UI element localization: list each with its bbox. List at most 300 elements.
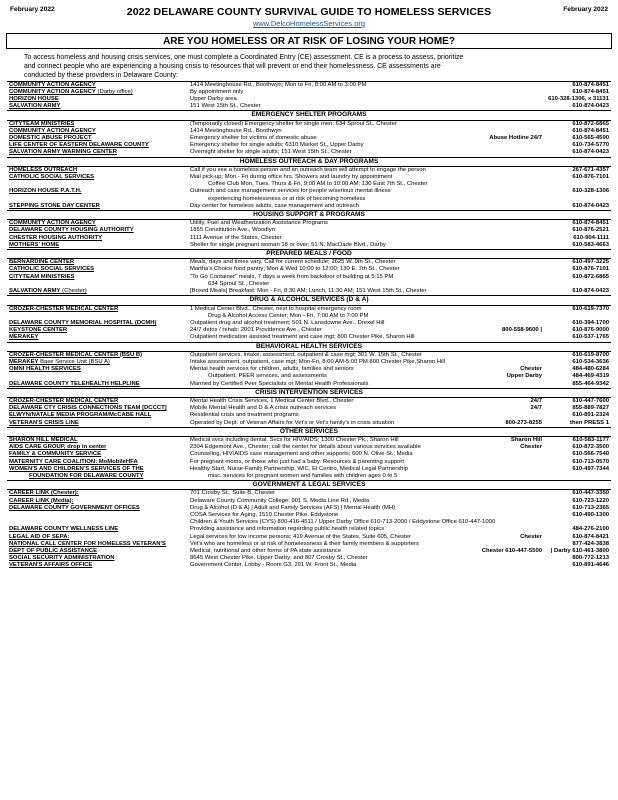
- service-description: [188, 366, 544, 373]
- description-text: Emergency shelter for victims of domestic abuse: [190, 135, 317, 142]
- description-text: 1 Medical Center Blvd., Chester, next to hospital emergency room: [190, 305, 362, 312]
- description-text: Meals, days and times vary, Call for current schedule; 2625 W. 9th St., Chester: [190, 259, 396, 266]
- table-row: [7, 519, 611, 526]
- phone-number[interactable]: [544, 473, 611, 481]
- service-description: [188, 149, 544, 157]
- table-row: [7, 412, 611, 419]
- description-text: Delaware County Community College; 901 S. Media Line Rd., Media: [190, 497, 370, 504]
- description-wrap: [190, 142, 542, 149]
- provider-name: [7, 305, 188, 313]
- phone-number[interactable]: 610-876-7101: [572, 266, 609, 273]
- description-wrap: [190, 451, 542, 458]
- provider-name-text: LIFE CENTER OF EASTERN DELAWARE COUNTY: [9, 142, 149, 149]
- service-description: [188, 334, 544, 342]
- service-description: [188, 541, 544, 548]
- description-text: Upper Darby area: [190, 96, 237, 103]
- description-wrap: [190, 220, 542, 227]
- service-description: [188, 534, 544, 541]
- table-row: [7, 444, 611, 451]
- description-text: By appointment only: [190, 88, 244, 95]
- description-text: Outpatient medication assisted treatment and case mgt; 800 Chester Pike, Sharon Hill: [190, 334, 415, 341]
- description-wrap: [190, 548, 542, 555]
- service-description: [188, 519, 544, 526]
- phone-number[interactable]: 484-480-6284: [572, 366, 609, 373]
- table-row: [7, 420, 611, 428]
- description-text: Children & Youth Services (CYS) 800-416-4511 / Upper Darby Office 610-713-2000 / Eddystone Office 610-447-1000: [190, 519, 496, 526]
- table-row: [7, 562, 611, 569]
- table-row: [7, 281, 611, 288]
- table-row: [7, 334, 611, 342]
- table-row: [7, 181, 611, 188]
- phone-number[interactable]: 800-772-1213: [572, 555, 609, 562]
- provider-name: [7, 498, 188, 505]
- provider-name-text: AIDS CARE GROUP, drop in center: [9, 444, 107, 451]
- phone-number[interactable]: 610-872-6865: [572, 273, 609, 280]
- service-description: [188, 466, 544, 473]
- phone-number[interactable]: 610-490-1300: [572, 511, 609, 518]
- section-title: OTHER SERVICES: [7, 427, 611, 436]
- description-wrap: [190, 196, 542, 203]
- phone-number[interactable]: 610-891-2324: [572, 412, 609, 419]
- description-text: Operated by Dept. of Veteran Affairs for Vet's or Vet's family's in crisis situation: [190, 419, 395, 426]
- description-text: Medical svcs including dental. Svcs for HIV/AIDS; 1300 Chester Pk., Sharon Hill: [190, 436, 399, 443]
- description-text: Coffee Club Mon, Tues, Thurs & Fri, 9:00 AM to 10:00 AM; 130 East 7th St., Chester: [208, 181, 428, 188]
- extra-contact: Upper Darby: [506, 373, 542, 380]
- provider-name: [7, 174, 188, 181]
- service-description: [188, 259, 544, 267]
- extra-contact: Abuse Hotline 24/7: [489, 135, 542, 142]
- phone-number[interactable]: 610-723-1220: [572, 497, 609, 504]
- description-wrap: [190, 398, 542, 405]
- provider-name-text: MERAKEY: [9, 358, 39, 365]
- provider-name-text: ELWYN/NATALE MEDIA PROGRAM/McCABE HALL: [9, 412, 152, 419]
- service-description: [188, 505, 544, 512]
- phone-number[interactable]: 610-874-8451: [572, 88, 609, 95]
- phone-number[interactable]: 484-469-4319: [572, 373, 609, 380]
- phone-number[interactable]: 610-874-8421: [572, 533, 609, 540]
- phone-number[interactable]: 610-497-7344: [572, 465, 609, 472]
- phone-number[interactable]: [544, 181, 611, 188]
- phone-number[interactable]: 610-619-8700: [572, 351, 609, 358]
- phone-number[interactable]: 610-619-7370: [572, 305, 609, 312]
- provider-name: [7, 534, 188, 541]
- description-text: Legal services for low income persons; 419 Avenue of the States, Suite 605, Chester: [190, 533, 411, 540]
- service-description: [188, 320, 544, 327]
- service-description: [188, 196, 544, 203]
- description-wrap: [190, 82, 542, 89]
- provider-name: [7, 220, 188, 228]
- phone-number[interactable]: 610-734-5770: [572, 142, 609, 149]
- description-text: Shelter for single pregnant woman 18 or over; 51 N. MacDade Blvd., Darby: [190, 241, 386, 248]
- description-wrap: [190, 459, 542, 466]
- phone-number[interactable]: 610-328-1306: [572, 188, 609, 195]
- provider-name-text: DEPT OF PUBLIC ASSISTANCE: [9, 548, 98, 554]
- description-text: Drug & Alcohol Access Center; Mon - Fri, 7:00 AM to 7:00 PM: [208, 312, 369, 319]
- phone-number[interactable]: 610-874-8451: [572, 220, 609, 227]
- provider-name-text: DELAWARE COUNTY HOUSING AUTHORITY: [9, 227, 134, 234]
- description-text: Drug & Alcohol (D & A) | Adult and Family Services (AFS) | Mental Health (MH): [190, 504, 396, 511]
- table-row: [7, 436, 611, 444]
- description-wrap: [190, 466, 542, 473]
- service-description: [188, 512, 544, 519]
- provider-name-text: SHARON HILL MEDICAL: [9, 436, 78, 443]
- phone-number[interactable]: 610-394-1700: [572, 319, 609, 326]
- provider-name-text: HOMELESS OUTREACH: [9, 166, 78, 173]
- service-description: [188, 555, 544, 562]
- description-text: Government Center, Lobby - Room G3, 201 W. Front St., Media: [190, 562, 357, 569]
- header: [0, 6, 618, 28]
- description-wrap: [190, 541, 542, 548]
- intro-line: To access homeless and housing crisis services, one must complete a Coordinated Entry (CE) assessment. CE is a process to assess, prioritize: [24, 54, 464, 61]
- phone-number[interactable]: 610-566-7540: [572, 451, 609, 458]
- description-wrap: [190, 288, 542, 295]
- table-row: [7, 135, 611, 142]
- description-wrap: [190, 381, 542, 388]
- description-text: Residential crisis and treatment programs: [190, 412, 299, 419]
- phone-number[interactable]: 610-874-0423: [572, 103, 609, 110]
- service-description: [188, 181, 544, 188]
- service-description: [188, 305, 544, 313]
- service-description: [188, 227, 544, 234]
- section-title: GOVERNMENT & LEGAL SERVICES: [7, 481, 611, 490]
- provider-name: [7, 526, 188, 533]
- phone-number[interactable]: | Darby 610-461-3800: [550, 548, 609, 554]
- service-description: [188, 412, 544, 419]
- table-row: [7, 142, 611, 149]
- service-description: [188, 451, 544, 458]
- description-wrap: [190, 555, 542, 562]
- description-wrap: [190, 281, 542, 288]
- table-row: [7, 166, 611, 174]
- table-row: [7, 351, 611, 359]
- provider-name-text: DOMESTIC ABUSE PROJECT: [9, 135, 92, 142]
- description-wrap: [190, 96, 542, 103]
- phone-number[interactable]: [544, 519, 611, 526]
- description-wrap: [190, 235, 542, 242]
- phone-number[interactable]: 610-874-0423: [572, 149, 609, 156]
- description-text: Counseling, HIV/AIDS case management and other supports; 600 N. Olive St., Media: [190, 451, 413, 458]
- provider-name-text: CITYTEAM MINISTRIES: [9, 273, 75, 280]
- description-text: 151 West 15th St., Chester: [190, 103, 261, 110]
- provider-name: [7, 366, 188, 373]
- description-wrap: [190, 274, 542, 281]
- phone-number[interactable]: 610-872-3500: [572, 444, 609, 451]
- extra-contact: 800-558-9600 |: [502, 327, 542, 334]
- phone-number[interactable]: [544, 313, 611, 320]
- description-text: Intake assessment, outpatient, case mgt; Mon-Fri, 8:00 AM-5:00 PM 800 Chester Pike,Sharon Hill: [190, 358, 446, 365]
- service-description: [188, 281, 544, 288]
- service-description: [188, 203, 544, 211]
- description-wrap: [190, 259, 542, 266]
- phone-number[interactable]: 610-876-7101: [572, 174, 609, 181]
- description-wrap: [190, 405, 542, 412]
- provider-name: [7, 397, 188, 405]
- provider-name: [7, 135, 188, 142]
- provider-name-text: MATERNITY CARE COALITION: MoMobileHFA: [9, 458, 138, 465]
- service-description: [188, 498, 544, 505]
- provider-name-text: CAREER LINK (Media):: [9, 497, 74, 504]
- description-text: Healthy Start, Nurse-Family Partnership, WIC, El Centro, Medical Legal Partnership: [190, 465, 409, 472]
- service-description: [188, 351, 544, 359]
- description-wrap: [190, 242, 542, 249]
- service-description: [188, 397, 544, 405]
- service-description: [188, 142, 544, 149]
- phone-number[interactable]: 855-889-7827: [572, 405, 609, 412]
- section-title: HOUSING SUPPORT & PROGRAMS: [7, 211, 611, 220]
- description-text: Mental Health Crisis Services, 1 Medical Center Blvd., Chester: [190, 397, 354, 404]
- description-text: 1111 Avenue of the States, Chester: [190, 234, 282, 241]
- provider-name-text: COMMUNITY ACTION AGENCY: [9, 81, 96, 88]
- table-row: [7, 313, 611, 320]
- description-wrap: [190, 437, 542, 444]
- description-wrap: [190, 473, 542, 480]
- description-text: Vet's who are homeless or at risk of homelessness & their family members & supporters: [190, 540, 419, 547]
- provider-name: [7, 281, 188, 288]
- description-text: Day center for homeless adults, case management and outreach: [190, 202, 359, 209]
- phone-number[interactable]: 610-497-3225: [572, 259, 609, 266]
- extra-contact: 24/7: [530, 405, 542, 412]
- description-text: Manned by Certified Peer Specialists or Mental Health Professionals: [190, 380, 369, 387]
- table-row: [7, 498, 611, 505]
- phone-number[interactable]: 877-424-3838: [572, 540, 609, 547]
- description-text: Emergency shelter for single adults; 6310 Market St., Upper Darby: [190, 142, 364, 149]
- provider-name-text: MOTHERS' HOME: [9, 241, 60, 248]
- provider-name-text: WOMEN'S AND CHILDREN'S SERVICES OF THE: [9, 465, 144, 472]
- table-row: [7, 266, 611, 273]
- table-row: [7, 526, 611, 533]
- provider-name-text: VETERAN'S AFFAIRS OFFICE: [9, 562, 93, 569]
- service-description: [188, 81, 544, 89]
- provider-name-text: HORIZON HOUSE: [9, 96, 59, 103]
- description-text: Mental health services for children, adults, families and seniors: [190, 366, 354, 373]
- phone-number[interactable]: 610-713-0570: [572, 458, 609, 465]
- phone-number[interactable]: [544, 281, 611, 288]
- description-wrap: [190, 128, 542, 135]
- description-wrap: [190, 366, 542, 373]
- table-row: [7, 196, 611, 203]
- provider-name: [7, 359, 188, 366]
- phone-number[interactable]: 610-447-7600: [572, 397, 609, 404]
- section-header: [7, 211, 611, 220]
- table-row: [7, 490, 611, 498]
- phone-number[interactable]: 610-874-8451: [544, 81, 611, 89]
- description-wrap: [190, 519, 542, 526]
- provider-name: [7, 203, 188, 211]
- intro-line: conducted by these providers in Delaware County:: [24, 72, 178, 80]
- phone-number[interactable]: 610-874-8451: [572, 127, 609, 134]
- provider-name: [7, 541, 188, 548]
- section-title: EMERGENCY SHELTER PROGRAMS: [7, 111, 611, 120]
- provider-name: [7, 548, 188, 555]
- description-text: Martha's Choice food pantry; Mon & Wed 10:00 to 12:00; 130 E. 7th St., Chester: [190, 266, 400, 273]
- phone-number[interactable]: 610-874-0423: [572, 202, 609, 209]
- provider-name: [7, 490, 188, 498]
- service-description: [188, 174, 544, 181]
- description-text: misc. services for pregnant women and families with children ages 0 to 5: [208, 472, 398, 479]
- phone-number[interactable]: 610-876-2521: [572, 227, 609, 234]
- description-text: Utility, Fuel and Weatherization Assistance Programs: [190, 220, 328, 227]
- provider-name: [7, 235, 188, 242]
- title-block: [70, 6, 548, 28]
- table-row: [7, 220, 611, 228]
- phone-number[interactable]: 610-713-2365: [572, 504, 609, 511]
- description-text: Mobile Mental Health and D & A crisis outreach services: [190, 405, 337, 412]
- description-wrap: [190, 334, 542, 341]
- services-table: [7, 81, 611, 570]
- service-description: [188, 327, 544, 334]
- provider-name-text: STEPPING STONE DAY CENTER: [9, 202, 100, 209]
- service-description: [188, 135, 544, 142]
- intro-paragraph: [24, 53, 608, 81]
- provider-name: [7, 166, 188, 174]
- section-header: [7, 388, 611, 397]
- table-row: [7, 405, 611, 412]
- section-header: [7, 427, 611, 436]
- provider-name: [7, 466, 188, 473]
- provider-name: [7, 334, 188, 342]
- section-title: PREPARED MEALS / FOOD: [7, 250, 611, 259]
- section-header: [7, 342, 611, 351]
- phone-number[interactable]: 610-534-3636: [572, 358, 609, 365]
- service-description: [188, 96, 544, 103]
- description-wrap: [190, 498, 542, 505]
- provider-name: [7, 473, 188, 481]
- section-title: HOMELESS OUTREACH & DAY PROGRAMS: [7, 157, 611, 166]
- description-wrap: [190, 135, 542, 142]
- provider-name: [7, 266, 188, 273]
- phone-number[interactable]: 610-537-1765: [572, 334, 609, 341]
- description-text: Call if you see a homeless person and an outreach team will attempt to engage the person: [190, 166, 426, 173]
- phone-number[interactable]: 855-464-9342: [572, 380, 609, 387]
- phone-number[interactable]: 610-565-4590: [572, 135, 609, 142]
- phone-number[interactable]: 610-891-4646: [572, 562, 609, 569]
- table-row: [7, 149, 611, 157]
- provider-name: [7, 288, 188, 296]
- description-text: [Boxed Meals] Breakfast: Mon - Fri, 8:30 AM; Lunch, 11:30 AM; 151 West 15th St., Chester: [190, 288, 427, 295]
- table-row: [7, 505, 611, 512]
- provider-name: [7, 89, 188, 96]
- phone-number[interactable]: 610-872-6865: [572, 120, 609, 127]
- description-wrap: [190, 526, 542, 533]
- service-description: [188, 288, 544, 296]
- description-wrap: [190, 167, 542, 174]
- service-description: [188, 359, 544, 366]
- provider-name: [7, 96, 188, 103]
- banner-heading: ARE YOU HOMELESS OR AT RISK OF LOSING YOUR HOME?: [6, 33, 612, 49]
- description-wrap: [190, 505, 542, 512]
- intro-line: and connect people who are experiencing a housing crisis to resources that will prevent or end their homelessness. CE assessments are: [24, 63, 441, 71]
- phone-number[interactable]: 267-671-4357: [572, 166, 609, 173]
- description-text: 1414 Meetinghouse Rd., Boothwyn; Mon to Fri, 8:00 AM to 3:00 PM: [190, 81, 367, 88]
- section-header: [7, 296, 611, 305]
- provider-name-text: LEGAL AID OF SEPA:: [9, 533, 70, 540]
- provider-name-text: MERAKEY: [9, 334, 39, 341]
- phone-number[interactable]: 610-874-0423: [572, 288, 609, 295]
- description-text: Medical, nutritional and other forms of PA state assistance: [190, 548, 342, 554]
- description-wrap: [190, 562, 542, 569]
- phone-number[interactable]: 610-904-1111: [573, 234, 609, 241]
- provider-name-text: KEYSTONE CENTER: [9, 327, 68, 334]
- phone-number[interactable]: 610-328-1306, x 31131: [548, 96, 609, 103]
- description-text: "To Go Container" meals, 7 days a week from backdoor of building at 5:15 PM: [190, 273, 394, 280]
- table-row: [7, 555, 611, 562]
- provider-name: [7, 188, 188, 195]
- service-description: [188, 548, 544, 555]
- table-row: [7, 541, 611, 548]
- description-wrap: [190, 512, 542, 519]
- section-header: [7, 250, 611, 259]
- description-wrap: [190, 181, 542, 188]
- extra-contact: 800-273-8255: [505, 419, 542, 426]
- provider-name: [7, 103, 188, 111]
- provider-name-text: DELAWARE CTY CRISIS CONNECTIONS TEAM [DCCCT]: [9, 405, 167, 412]
- section-header: [7, 157, 611, 166]
- description-wrap: [190, 412, 542, 419]
- description-wrap: [190, 227, 542, 234]
- table-row: [7, 188, 611, 195]
- table-row: [7, 81, 611, 89]
- description-wrap: [190, 103, 542, 110]
- service-description: [188, 526, 544, 533]
- table-row: [7, 320, 611, 327]
- description-wrap: [190, 174, 542, 181]
- phone-number[interactable]: then PRESS 1: [570, 419, 609, 426]
- service-description: [188, 562, 544, 569]
- table-row: [7, 548, 611, 555]
- table-row: [7, 466, 611, 473]
- provider-name: [7, 436, 188, 444]
- provider-name: [7, 142, 188, 149]
- provider-name: [7, 519, 188, 526]
- phone-number[interactable]: 484-276-2100: [572, 526, 609, 533]
- service-description: [188, 89, 544, 96]
- description-text: 1855 Constitution Ave., Woodlyn: [190, 227, 275, 234]
- description-text: Mail pick-up; Mon - Fri during office hrs. Showers and laundry by appointment: [190, 174, 393, 181]
- provider-name: [7, 274, 188, 281]
- description-text: 2304 Edgemont Ave., Chester; call the center for details about various services available: [190, 444, 421, 451]
- description-wrap: [190, 320, 542, 327]
- provider-name-text: DELAWARE COUNTY GOVERNMENT OFFICES: [9, 504, 140, 511]
- table-row: [7, 327, 611, 334]
- provider-name-text: DELAWARE COUNTY TELEHEALTH HELPLINE: [9, 380, 140, 387]
- service-description: [188, 120, 544, 128]
- provider-name-text: CROZER-CHESTER MEDICAL CENTER (BSU B): [9, 351, 143, 358]
- provider-name-text: BERNARDINE CENTER: [9, 259, 75, 266]
- table-row: [7, 227, 611, 234]
- phone-number[interactable]: 610-876-9000: [572, 327, 609, 334]
- provider-name-text: CROZER-CHESTER MEDICAL CENTER: [9, 397, 119, 404]
- table-row: [7, 120, 611, 128]
- service-description: [188, 128, 544, 135]
- date-right: February 2022: [563, 6, 608, 13]
- phone-number[interactable]: 610-583-4663: [572, 241, 609, 248]
- provider-name: [7, 412, 188, 419]
- phone-number[interactable]: 610-447-3350: [572, 490, 609, 497]
- provider-name: [7, 351, 188, 359]
- phone-number[interactable]: [544, 196, 611, 203]
- phone-number[interactable]: 610-583-1177: [572, 436, 609, 443]
- description-text: experiencing homelessness or at risk of becoming homeless: [208, 195, 366, 202]
- provider-name-text: SALVATION ARMY WARMING CENTER: [9, 149, 117, 156]
- service-description: [188, 420, 544, 428]
- website-link[interactable]: www.DelcoHomelessServices.org: [252, 19, 366, 28]
- provider-name-text: SOCIAL SECURITY ADMINISTRATION: [9, 555, 115, 562]
- provider-name: [7, 381, 188, 389]
- provider-name: [7, 81, 188, 89]
- provider-name: [7, 420, 188, 428]
- description-text: COSA Services for Aging, 1510 Chester Pike, Eddystone: [190, 511, 339, 518]
- description-wrap: [190, 373, 542, 380]
